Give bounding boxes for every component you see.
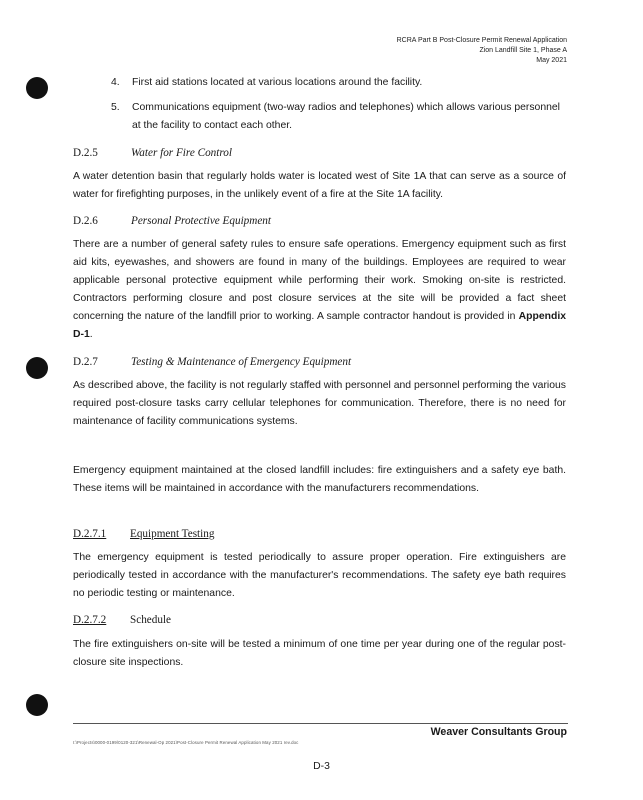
section-heading-d272 xyxy=(73,612,171,628)
section-number: D.2.5 xyxy=(73,147,98,159)
section-heading-d27 xyxy=(73,354,351,370)
list-item-number: 5. xyxy=(111,102,120,113)
section-title: Testing & Maintenance of Emergency Equipment xyxy=(131,356,352,368)
footer-file-path: I:\Projects\0000-0199\0120-321\Renewal-Op 2021\Post-Closure Permit Renewal Application May 2021 rev.doc xyxy=(73,740,299,745)
page-number: D-3 xyxy=(313,761,330,772)
header-document-title: RCRA Part B Post-Closure Permit Renewal Application xyxy=(396,37,567,44)
section-number: D.2.6 xyxy=(73,215,98,227)
section-title: Equipment Testing xyxy=(130,528,215,540)
binder-hole-middle xyxy=(26,357,48,379)
paragraph-ppe-text: There are a number of general safety rules to ensure safe operations. Emergency equipment such as first aid kits, eyewashes, and showers are found in many of the buildings. Employees are required to wear applicable personal protective equipment while performing their work. Smoking on-site is restricted. Contractors performing closure and post closure services at the site will be provided a fact sheet concerning the nature of the landfill prior to working. A sample contractor handout is provided in xyxy=(73,239,566,322)
paragraph-equipment-testing: The emergency equipment is tested periodically to assure proper operation. Fire extinguishers are periodically tested in accordance with the manufacturer's recommendations. The safety eye bath requires no periodic testing or maintenance. xyxy=(73,552,566,599)
paragraph-testing-maintenance-2: Emergency equipment maintained at the closed landfill includes: fire extinguishers and a safety eye bath. These items will be maintained in accordance with the manufacturers recommendations. xyxy=(73,465,566,494)
header-site-name: Zion Landfill Site 1, Phase A xyxy=(479,47,567,54)
section-heading-d271 xyxy=(73,526,214,542)
section-number: D.2.7 xyxy=(73,356,98,368)
paragraph-ppe-end: . xyxy=(89,329,93,340)
binder-hole-bottom xyxy=(26,694,48,716)
section-title: Schedule xyxy=(130,614,172,626)
list-item xyxy=(111,99,566,135)
section-heading-d25 xyxy=(73,145,232,161)
header-date: May 2021 xyxy=(536,57,567,64)
section-number: D.2.7.2 xyxy=(73,614,107,626)
paragraph-schedule: The fire extinguishers on-site will be tested a minimum of one time per year during one of the regular post-closure site inspections. xyxy=(73,639,566,668)
binder-hole-top xyxy=(26,77,48,99)
section-heading-d26 xyxy=(73,213,271,229)
section-title: Water for Fire Control xyxy=(131,147,233,159)
page-header xyxy=(397,36,567,66)
list-item-text: Communications equipment (two-way radios and telephones) which allows various personnel at the facility to contact each other. xyxy=(132,102,560,131)
section-title: Personal Protective Equipment xyxy=(131,215,272,227)
appendix-reference: Appendix D-1 xyxy=(73,311,566,340)
paragraph-ppe xyxy=(73,236,566,344)
list-item xyxy=(111,74,566,92)
footer-company-name: Weaver Consultants Group xyxy=(430,726,567,738)
section-number: D.2.7.1 xyxy=(73,528,107,540)
list-item-text: First aid stations located at various locations around the facility. xyxy=(132,77,423,88)
list-item-number: 4. xyxy=(111,77,120,88)
footer-divider xyxy=(73,723,568,724)
paragraph-testing-maintenance-1: As described above, the facility is not regularly staffed with personnel and personnel performing the various required post-closure tasks carry cellular telephones for communication. Therefore, there is no need for maintenance of facility communications systems. xyxy=(73,380,566,427)
paragraph-water-fire-control: A water detention basin that regularly holds water is located west of Site 1A that can serve as a source of water for firefighting purposes, in the unlikely event of a fire at the Site 1A facility. xyxy=(73,171,566,200)
